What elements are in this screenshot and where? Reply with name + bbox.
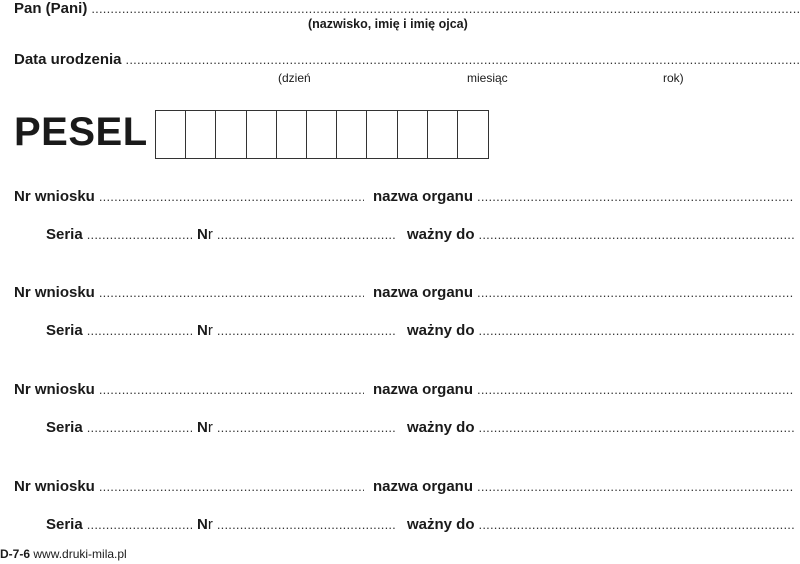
valid-until-row [407,226,794,243]
name-label: Pan (Pani) [14,0,88,17]
series-label: Seria [46,419,83,436]
organ-name-label: nazwa organu [373,478,474,495]
application-number-label: Nr wniosku [14,381,95,398]
birth-hint-day: (dzień [278,71,311,85]
series-row [46,322,192,339]
document-number-label: Nr [197,226,213,243]
application-number-label: Nr wniosku [14,478,95,495]
series-label: Seria [46,516,83,533]
series-field[interactable] [87,227,192,242]
name-row [14,0,800,17]
organ-name-field[interactable] [477,479,794,494]
organ-name-label: nazwa organu [373,284,474,301]
valid-until-row [407,419,794,436]
document-number-label: Nr [197,419,213,436]
organ-name-field[interactable] [477,285,794,300]
pesel-digit-cell[interactable] [428,111,458,158]
pesel-digit-cell[interactable] [277,111,307,158]
valid-until-label: ważny do [407,419,475,436]
pesel-digit-cell[interactable] [337,111,367,158]
valid-until-label: ważny do [407,322,475,339]
valid-until-field[interactable] [479,323,794,338]
form-code: D-7-6 [0,547,31,561]
application-number-label: Nr wniosku [14,188,95,205]
document-number-field[interactable] [217,227,397,242]
pesel-digit-cell[interactable] [458,111,488,158]
series-row [46,516,192,533]
pesel-digit-cell[interactable] [156,111,186,158]
footer [0,547,127,561]
application-row [14,188,364,205]
application-number-field[interactable] [99,285,364,300]
document-number-field[interactable] [217,517,397,532]
series-label: Seria [46,226,83,243]
document-number-field[interactable] [217,420,397,435]
document-number-field[interactable] [217,323,397,338]
organ-name-field[interactable] [477,382,794,397]
pesel-grid [155,110,489,159]
pesel-digit-cell[interactable] [247,111,277,158]
pesel-label: PESEL [14,110,148,154]
document-number-label: Nr [197,322,213,339]
pesel-digit-cell[interactable] [307,111,337,158]
birth-row [14,51,800,68]
application-number-field[interactable] [99,479,364,494]
pesel-digit-cell[interactable] [367,111,397,158]
application-number-label: Nr wniosku [14,284,95,301]
organ-row [373,478,794,495]
document-number-row [197,322,397,339]
organ-row [373,188,794,205]
pesel-digit-cell[interactable] [398,111,428,158]
series-row [46,419,192,436]
series-field[interactable] [87,420,192,435]
pesel-digit-cell[interactable] [216,111,246,158]
organ-name-label: nazwa organu [373,188,474,205]
valid-until-label: ważny do [407,226,475,243]
application-number-field[interactable] [99,382,364,397]
valid-until-label: ważny do [407,516,475,533]
application-row [14,284,364,301]
birth-date-field[interactable] [126,52,800,67]
application-row [14,381,364,398]
name-field[interactable] [91,1,800,16]
pesel-digit-cell[interactable] [186,111,216,158]
organ-row [373,284,794,301]
valid-until-row [407,322,794,339]
organ-row [373,381,794,398]
name-hint: (nazwisko, imię i imię ojca) [308,17,468,31]
application-row [14,478,364,495]
series-field[interactable] [87,323,192,338]
document-number-row [197,516,397,533]
birth-hint-year: rok) [663,71,684,85]
valid-until-field[interactable] [479,517,794,532]
birth-label: Data urodzenia [14,51,122,68]
document-number-label: Nr [197,516,213,533]
birth-hint-month: miesiąc [467,71,508,85]
valid-until-row [407,516,794,533]
valid-until-field[interactable] [479,420,794,435]
application-number-field[interactable] [99,189,364,204]
organ-name-label: nazwa organu [373,381,474,398]
document-number-row [197,419,397,436]
series-field[interactable] [87,517,192,532]
organ-name-field[interactable] [477,189,794,204]
series-label: Seria [46,322,83,339]
website: www.druki-mila.pl [33,547,127,561]
series-row [46,226,192,243]
document-number-row [197,226,397,243]
valid-until-field[interactable] [479,227,794,242]
